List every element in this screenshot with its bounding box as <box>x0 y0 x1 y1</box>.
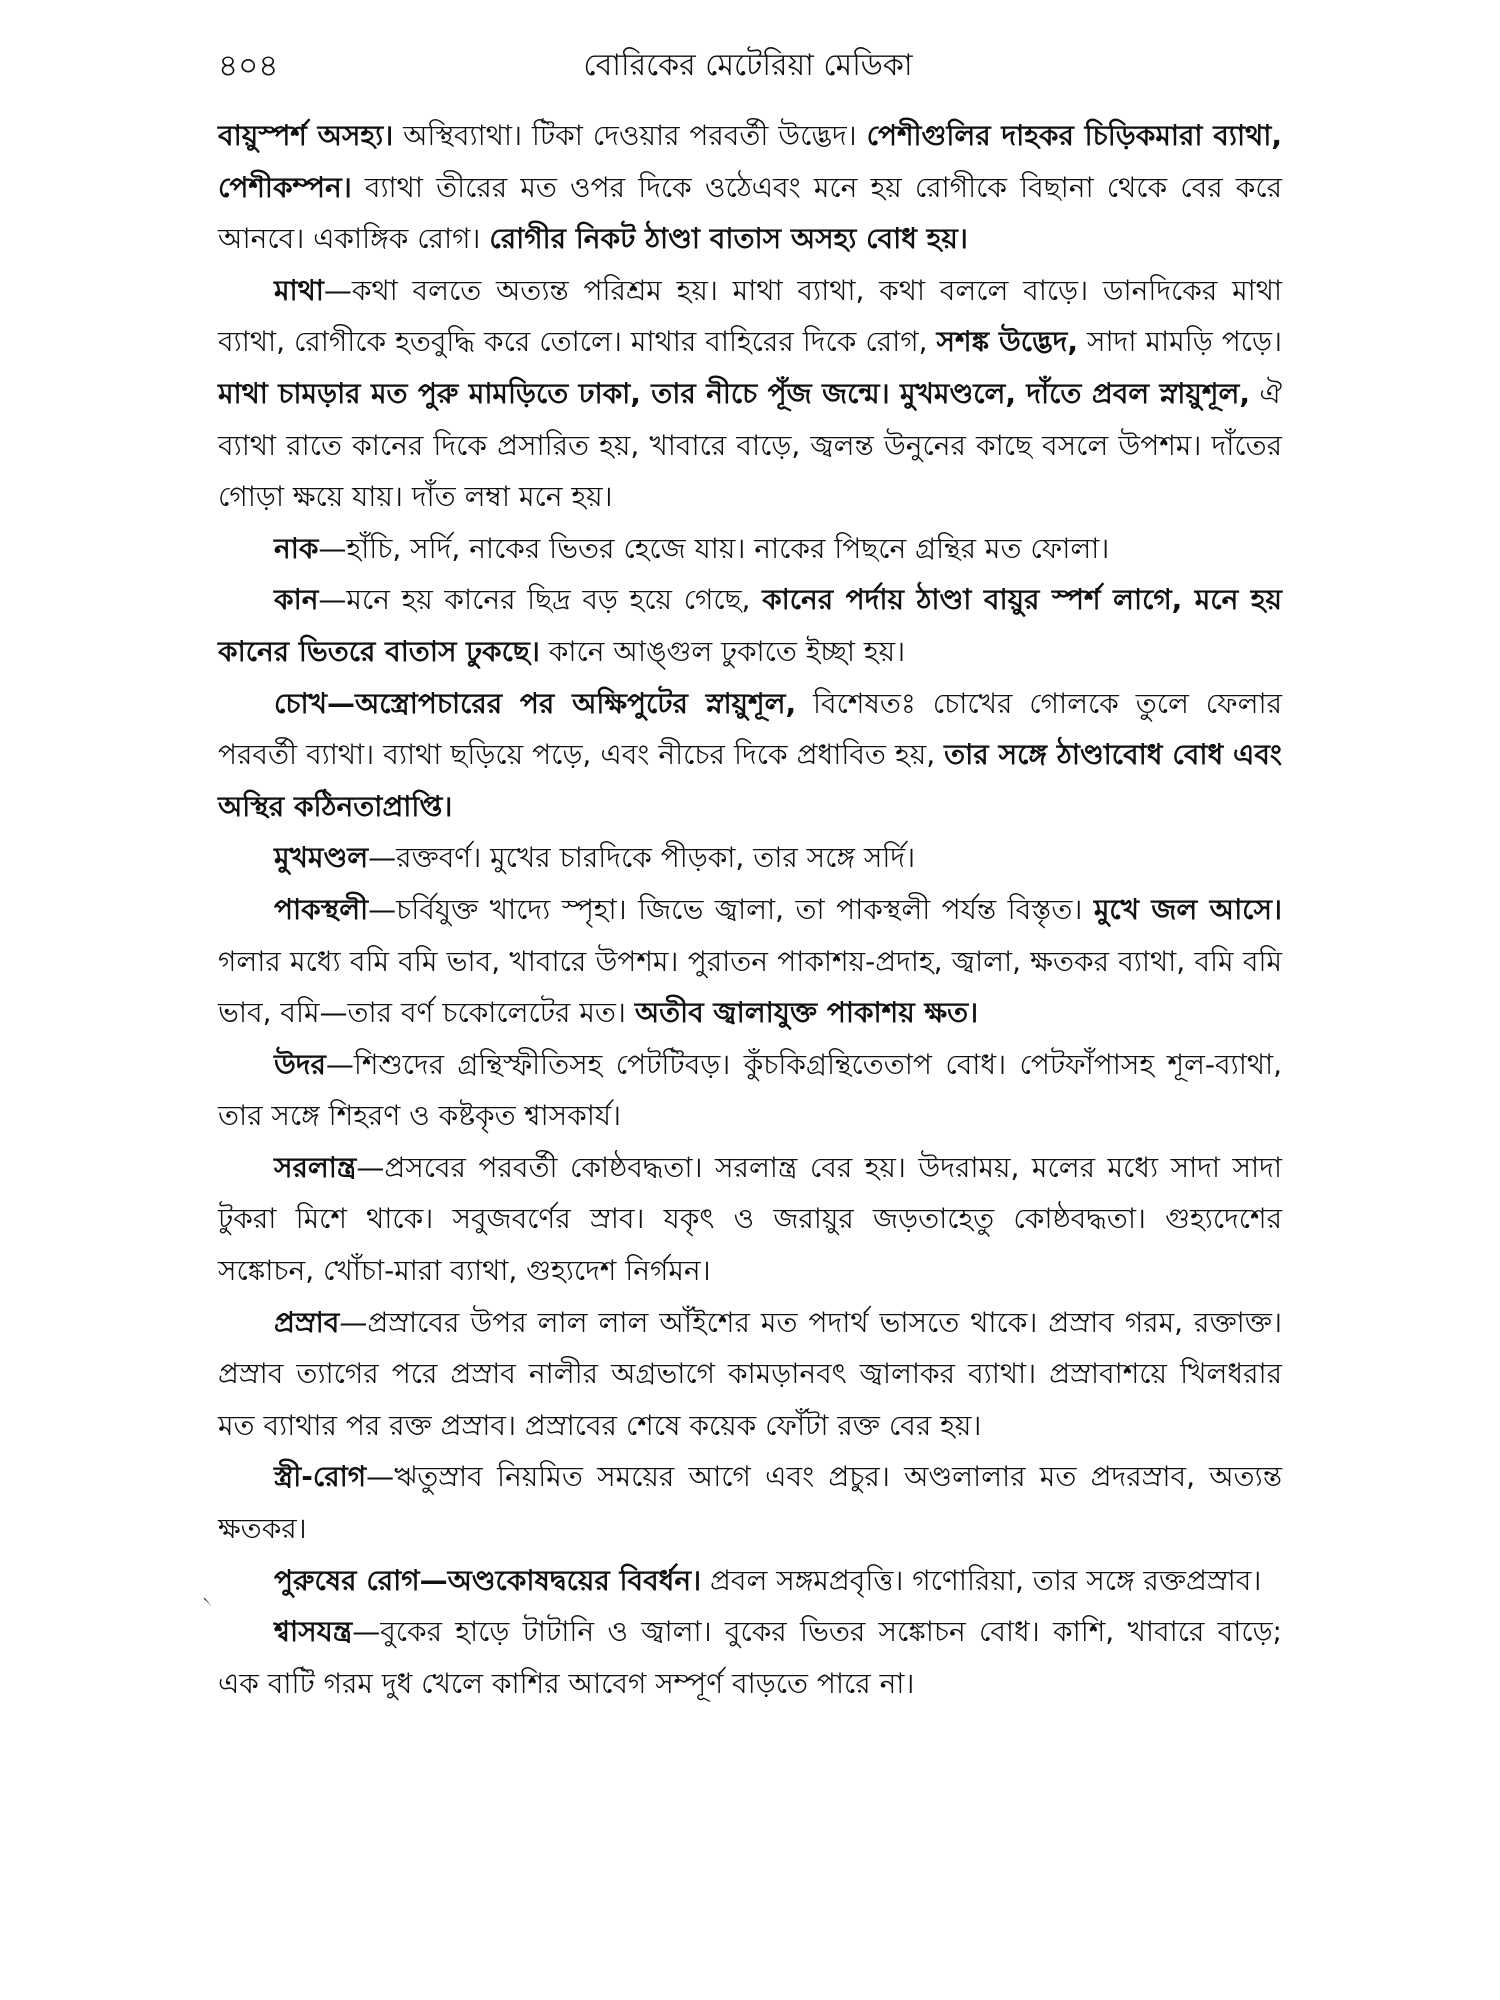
body-text: —শিশুদের গ্রন্থিস্ফীতিসহ পেটটিবড়। কুঁচকিগ্রন্থিতেতাপ বোধ। পেটফাঁপাসহ শূল-ব্যাথা, তার সঙ্গে শিহরণ ও কষ্টকৃত শ্বাসকার্য। <box>218 1047 1282 1133</box>
paragraph-urine <box>218 1297 1282 1452</box>
section-label-respiratory: শ্বাসযন্ত্র <box>274 1615 353 1649</box>
section-label-face: মুখমণ্ডল <box>274 841 369 875</box>
paragraph-male <box>218 1555 1282 1607</box>
body-text: সাদা মামড়ি পড়ে। <box>1078 325 1283 359</box>
paragraph-stomach <box>218 884 1282 1039</box>
section-label-head: মাথা <box>274 273 324 307</box>
body-text: —বুকের হাড়ে টাটানি ও জ্বালা। বুকের ভিতর সঙ্কোচন বোধ। কাশি, খাবারে বাড়ে; এক বাটি গরম দুধ খেলে কাশির আবেগ সম্পূর্ণ বাড়তে পারে না। <box>218 1615 1282 1700</box>
paragraph-rectum <box>218 1142 1282 1297</box>
body-text: —ঋতুস্রাব নিয়মিত সময়ের আগে এবং প্রচুর। অণ্ডলালার মত প্রদরস্রাব, অত্যন্ত ক্ষতকর। <box>218 1460 1282 1546</box>
body-text: —রক্তবর্ণ। মুখের চারদিকে পীড়কা, তার সঙ্গে সর্দি। <box>368 841 916 875</box>
paragraph-head <box>218 265 1282 523</box>
paragraph-intro <box>218 110 1282 265</box>
emphasis-text: অতীব জ্বালাযুক্ত পাকাশয় ক্ষত। <box>634 996 979 1030</box>
section-label-ear: কান <box>274 583 319 617</box>
page-number: ৪০৪ <box>218 48 279 84</box>
paragraph-respiratory <box>218 1606 1282 1709</box>
emphasis-text: রোগীর নিকট ঠাণ্ডা বাতাস অসহ্য বোধ হয়। <box>489 222 968 256</box>
section-label-rectum: সরলান্ত্র <box>274 1150 357 1184</box>
section-label-female: স্ত্রী-রোগ <box>274 1460 367 1494</box>
emphasis-text: তার সঙ্গে ঠাণ্ডাবোধ বোধ এবং অস্থির কঠিনতাপ্রাপ্তি। <box>218 738 1282 823</box>
paragraph-ear <box>218 574 1282 677</box>
emphasis-text: বায়ুস্পর্শ অসহ্য। <box>218 119 394 152</box>
emphasis-text: অণ্ডকোষদ্বয়ের বিবর্ধন। <box>447 1563 702 1597</box>
body-text: —হাঁচি, সর্দি, নাকের ভিতর হেজে যায়। নাকের পিছনে গ্রন্থির মত ফোলা। <box>318 531 1110 565</box>
page-header <box>218 40 1278 92</box>
section-label-stomach: পাকস্থলী <box>274 892 369 926</box>
paragraph-female <box>218 1451 1282 1554</box>
section-label-male: পুরুষের রোগ <box>274 1563 420 1597</box>
body-text: প্রবল সঙ্গমপ্রবৃত্তি। গণোরিয়া, তার সঙ্গে রক্তপ্রস্রাব। <box>701 1563 1262 1597</box>
body-text: —কথা বলতে অত্যন্ত পরিশ্রম হয়। মাথা ব্যাথা, কথা বললে বাড়ে। ডানদিকের মাথা ব্যাথা, রোগীকে হতবুদ্ধি করে তোলে। মাথার বাহিরের দিকে রোগ, <box>218 273 1282 359</box>
paragraph-nose <box>218 523 1282 575</box>
section-label-abdomen: উদর <box>274 1047 326 1081</box>
section-label-nose: নাক <box>274 531 319 565</box>
paragraph-eye <box>218 678 1282 833</box>
body-text: —প্রস্রাবের উপর লাল লাল আঁইশের মত পদার্থ ভাসতে থাকে। প্রস্রাব গরম, রক্তাক্ত। প্রস্রাব ত্যাগের পরে প্রস্রাব নালীর অগ্রভাগে কামড়ানবৎ জ্বালাকর ব্যাথা। প্রস্রাবাশয়ে খিলধরার মত ব্যাথার পর রক্ত প্রস্রাব। প্রস্রাবের শেষে কয়েক ফোঁটা রক্ত বের হয়। <box>218 1305 1282 1442</box>
body-text: — <box>326 686 355 720</box>
paragraph-face <box>218 832 1282 884</box>
body-text: কানে আঙ্গুল ঢুকাতে ইচ্ছা হয়। <box>539 634 906 668</box>
body-text: —মনে হয় কানের ছিদ্র বড় হয়ে গেছে, <box>318 583 763 617</box>
body-text: গলার মধ্যে বমি বমি ভাব, খাবারে উপশম। পুরাতন পাকাশয়-প্রদাহ, জ্বালা, ক্ষতকর ব্যাথা, বমি বমি ভাব, বমি—তার বর্ণ চকোলেটের মত। <box>218 944 1282 1030</box>
body-text: —চর্বিযুক্ত খাদ্যে স্পৃহা। জিভে জ্বালা, তা পাকস্থলী পর্যন্ত বিস্তৃত। <box>368 892 1094 926</box>
running-title: বোরিকের মেটেরিয়া মেডিকা <box>583 48 913 83</box>
body-text: — <box>419 1563 448 1597</box>
paragraph-abdomen <box>218 1039 1282 1142</box>
page-body <box>218 110 1282 1709</box>
emphasis-text: কানের পর্দায় ঠাণ্ডা বায়ুর স্পর্শ লাগে, মনে হয় কানের ভিতরে বাতাস ঢুকছে। <box>218 583 1282 668</box>
emphasis-text: মুখে জল আসে। <box>1093 892 1282 926</box>
body-text: অস্থিব্যাথা। টিকা দেওয়ার পরবর্তী উদ্ভেদ। <box>393 119 867 152</box>
section-label-urine: প্রস্রাব <box>274 1305 340 1339</box>
emphasis-text: মাথা চামড়ার মত পুরু মামড়িতে ঢাকা, তার নীচে পূঁজ জন্মে। মুখমণ্ডলে, দাঁতে প্রবল স্নায়ুশূল, <box>218 376 1250 410</box>
section-label-eye: চোখ <box>274 686 327 720</box>
body-text: বিশেষতঃ চোখের গোলকে তুলে ফেলার পরবর্তী ব্যাথা। ব্যাথা ছড়িয়ে পড়ে, এবং নীচের দিকে প্রধাবিত হয়, <box>218 686 1282 772</box>
body-text: ব্যাথা তীরের মত ওপর দিকে ওঠেএবং মনে হয় রোগীকে বিছানা থেকে বের করে আনবে। একাঙ্গিক রোগ। <box>218 170 1282 256</box>
emphasis-text: অস্ত্রোপচারের পর অক্ষিপুটের স্নায়ুশূল, <box>354 686 797 720</box>
stray-print-mark: ৲ <box>203 1589 212 1605</box>
body-text: —প্রসবের পরবর্তী কোষ্ঠবদ্ধতা। সরলান্ত্র বের হয়। উদরাময়, মলের মধ্যে সাদা সাদা টুকরা মিশে থাকে। সবুজবর্ণের স্রাব। যকৃৎ ও জরায়ুর জড়তাহেতু কোষ্ঠবদ্ধতা। গুহ্যদেশের সঙ্কোচন, খোঁচা-মারা ব্যাথা, গুহ্যদেশ নির্গমন। <box>218 1150 1282 1288</box>
emphasis-text: সশঙ্ক উদ্ভেদ, <box>936 325 1078 359</box>
body-text: ঐ ব্যাথা রাতে কানের দিকে প্রসারিত হয়, খাবারে বাড়ে, জ্বলন্ত উনুনের কাছে বসলে উপশম। দাঁতের গোড়া ক্ষয়ে যায়। দাঁত লম্বা মনে হয়। <box>218 376 1282 514</box>
emphasis-text: পেশীগুলির দাহকর চিড়িকমারা ব্যাথা, পেশীকম্পন। <box>218 119 1283 204</box>
